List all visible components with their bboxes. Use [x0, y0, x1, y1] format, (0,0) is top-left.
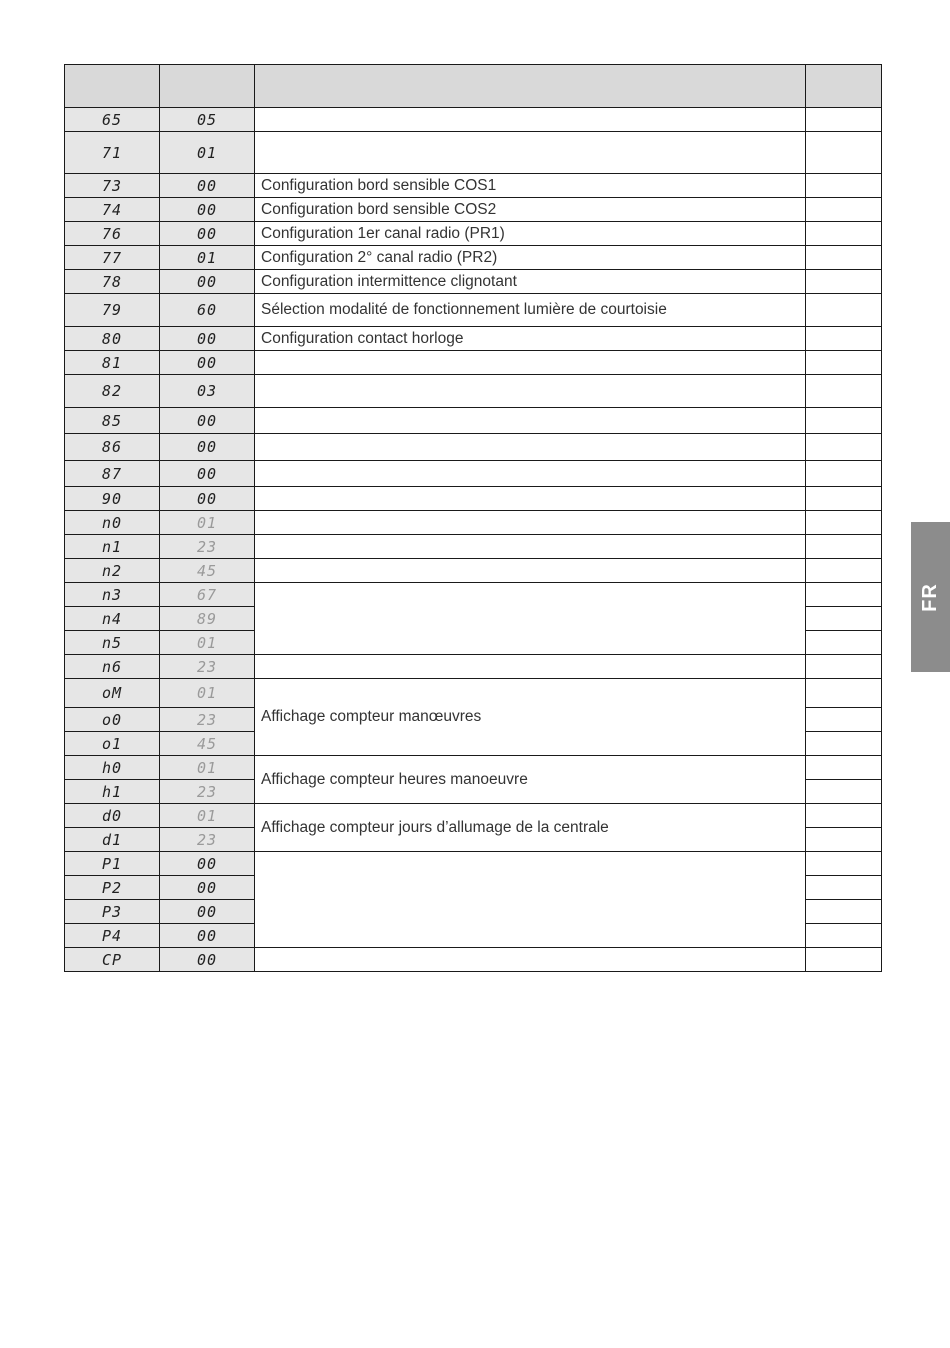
parameter-value: 01: [160, 679, 255, 708]
language-tab-label: FR: [918, 582, 941, 612]
table-row: [65, 434, 882, 461]
parameter-value: 00: [160, 327, 255, 351]
parameter-description: [255, 434, 806, 461]
parameter-notes: [806, 108, 882, 132]
parameter-notes: [806, 948, 882, 972]
parameter-value: 00: [160, 270, 255, 294]
parameter-description: Affichage compteur heures manoeuvre: [255, 756, 806, 804]
table-row: [65, 559, 882, 583]
parameter-notes: [806, 132, 882, 174]
parameter-notes: [806, 222, 882, 246]
header-cell-notes: [806, 65, 882, 108]
table-row: [65, 535, 882, 559]
parameter-code: 78: [65, 270, 160, 294]
parameter-code: CP: [65, 948, 160, 972]
parameter-description: Configuration contact horloge: [255, 327, 806, 351]
parameter-code: P2: [65, 876, 160, 900]
parameter-code: o0: [65, 708, 160, 732]
parameter-code: 77: [65, 246, 160, 270]
parameter-description: Sélection modalité de fonctionnement lumière de courtoisie: [255, 294, 806, 327]
table-row: [65, 198, 882, 222]
parameter-value: 00: [160, 900, 255, 924]
table-row: [65, 655, 882, 679]
parameter-value: 00: [160, 174, 255, 198]
table-row: [65, 375, 882, 408]
parameter-code: o1: [65, 732, 160, 756]
parameter-value: 00: [160, 198, 255, 222]
parameter-notes: [806, 535, 882, 559]
parameter-value: 89: [160, 607, 255, 631]
parameter-notes: [806, 655, 882, 679]
parameter-description: [255, 948, 806, 972]
parameter-value: 00: [160, 487, 255, 511]
table-row: [65, 852, 882, 876]
parameter-code: d1: [65, 828, 160, 852]
parameter-code: 80: [65, 327, 160, 351]
parameter-notes: [806, 756, 882, 780]
parameter-notes: [806, 631, 882, 655]
table-row: [65, 222, 882, 246]
parameter-description: Configuration bord sensible COS2: [255, 198, 806, 222]
parameter-code: 86: [65, 434, 160, 461]
parameter-value: 23: [160, 708, 255, 732]
parameter-value: 01: [160, 246, 255, 270]
parameter-value: 01: [160, 804, 255, 828]
parameter-code: 73: [65, 174, 160, 198]
parameter-description: Configuration bord sensible COS1: [255, 174, 806, 198]
parameter-code: 65: [65, 108, 160, 132]
parameter-notes: [806, 900, 882, 924]
parameter-value: 45: [160, 732, 255, 756]
parameter-description: [255, 108, 806, 132]
table-row: [65, 294, 882, 327]
header-cell-code: [65, 65, 160, 108]
parameter-code: 85: [65, 408, 160, 434]
parameter-notes: [806, 351, 882, 375]
parameter-value: 60: [160, 294, 255, 327]
table-row: [65, 408, 882, 434]
parameter-notes: [806, 294, 882, 327]
parameter-value: 00: [160, 948, 255, 972]
parameter-code: n5: [65, 631, 160, 655]
parameter-value: 23: [160, 780, 255, 804]
parameter-value: 67: [160, 583, 255, 607]
parameter-value: 00: [160, 434, 255, 461]
table-row: [65, 679, 882, 708]
parameter-notes: [806, 583, 882, 607]
parameter-value: 03: [160, 375, 255, 408]
parameter-value: 23: [160, 828, 255, 852]
parameter-notes: [806, 198, 882, 222]
parameter-code: n0: [65, 511, 160, 535]
parameter-notes: [806, 174, 882, 198]
table-row: [65, 487, 882, 511]
parameter-notes: [806, 852, 882, 876]
parameter-value: 45: [160, 559, 255, 583]
parameter-value: 23: [160, 535, 255, 559]
parameter-description: Affichage compteur manœuvres: [255, 679, 806, 756]
parameter-notes: [806, 434, 882, 461]
parameter-value: 00: [160, 461, 255, 487]
table-header: [65, 65, 882, 108]
parameter-notes: [806, 679, 882, 708]
parameter-notes: [806, 375, 882, 408]
parameter-description: [255, 655, 806, 679]
table-body: [65, 108, 882, 972]
table-row: [65, 948, 882, 972]
parameter-notes: [806, 511, 882, 535]
parameter-code: P1: [65, 852, 160, 876]
table-row: [65, 756, 882, 780]
parameter-description: [255, 132, 806, 174]
parameter-value: 00: [160, 852, 255, 876]
parameter-notes: [806, 876, 882, 900]
table-row: [65, 174, 882, 198]
parameter-description: [255, 461, 806, 487]
table-row: [65, 511, 882, 535]
parameter-code: 79: [65, 294, 160, 327]
parameter-notes: [806, 408, 882, 434]
table-row: [65, 804, 882, 828]
parameter-code: n3: [65, 583, 160, 607]
parameter-value: 00: [160, 924, 255, 948]
parameter-code: P4: [65, 924, 160, 948]
parameter-code: n2: [65, 559, 160, 583]
parameter-code: oM: [65, 679, 160, 708]
table-row: [65, 327, 882, 351]
parameter-code: 81: [65, 351, 160, 375]
table-row: [65, 132, 882, 174]
parameter-description: Configuration 1er canal radio (PR1): [255, 222, 806, 246]
parameter-code: d0: [65, 804, 160, 828]
parameter-description: [255, 375, 806, 408]
parameter-notes: [806, 327, 882, 351]
parameter-notes: [806, 732, 882, 756]
parameter-description: [255, 852, 806, 948]
parameter-code: 82: [65, 375, 160, 408]
parameter-value: 01: [160, 631, 255, 655]
parameter-code: 87: [65, 461, 160, 487]
parameter-notes: [806, 270, 882, 294]
table-row: [65, 270, 882, 294]
parameter-notes: [806, 804, 882, 828]
parameter-value: 00: [160, 408, 255, 434]
parameter-value: 01: [160, 132, 255, 174]
parameter-value: 00: [160, 222, 255, 246]
parameter-value: 23: [160, 655, 255, 679]
parameter-value: 01: [160, 511, 255, 535]
parameter-value: 05: [160, 108, 255, 132]
parameter-notes: [806, 461, 882, 487]
parameter-code: n1: [65, 535, 160, 559]
parameter-description: [255, 487, 806, 511]
table-row: [65, 461, 882, 487]
parameter-notes: [806, 607, 882, 631]
parameter-code: h0: [65, 756, 160, 780]
table-row: [65, 108, 882, 132]
table-row: [65, 583, 882, 607]
parameter-description: [255, 408, 806, 434]
parameter-description: [255, 559, 806, 583]
parameter-notes: [806, 828, 882, 852]
parameter-code: 76: [65, 222, 160, 246]
header-cell-description: [255, 65, 806, 108]
parameter-description: [255, 535, 806, 559]
parameter-value: 00: [160, 351, 255, 375]
parameter-notes: [806, 246, 882, 270]
parameter-description: [255, 583, 806, 655]
parameter-code: n4: [65, 607, 160, 631]
parameter-value: 00: [160, 876, 255, 900]
parameter-notes: [806, 487, 882, 511]
language-tab: [911, 522, 950, 672]
parameter-code: n6: [65, 655, 160, 679]
parameter-notes: [806, 780, 882, 804]
parameter-value: 01: [160, 756, 255, 780]
parameter-description: [255, 511, 806, 535]
parameter-code: h1: [65, 780, 160, 804]
parameter-description: Configuration 2° canal radio (PR2): [255, 246, 806, 270]
table-row: [65, 246, 882, 270]
parameter-table: [64, 64, 882, 972]
parameter-notes: [806, 559, 882, 583]
table-row: [65, 351, 882, 375]
parameter-notes: [806, 708, 882, 732]
parameter-code: 74: [65, 198, 160, 222]
parameter-description: [255, 351, 806, 375]
parameter-code: P3: [65, 900, 160, 924]
parameter-description: Configuration intermittence clignotant: [255, 270, 806, 294]
header-cell-default: [160, 65, 255, 108]
parameter-notes: [806, 924, 882, 948]
parameter-code: 90: [65, 487, 160, 511]
parameter-description: Affichage compteur jours d’allumage de la centrale: [255, 804, 806, 852]
parameter-code: 71: [65, 132, 160, 174]
